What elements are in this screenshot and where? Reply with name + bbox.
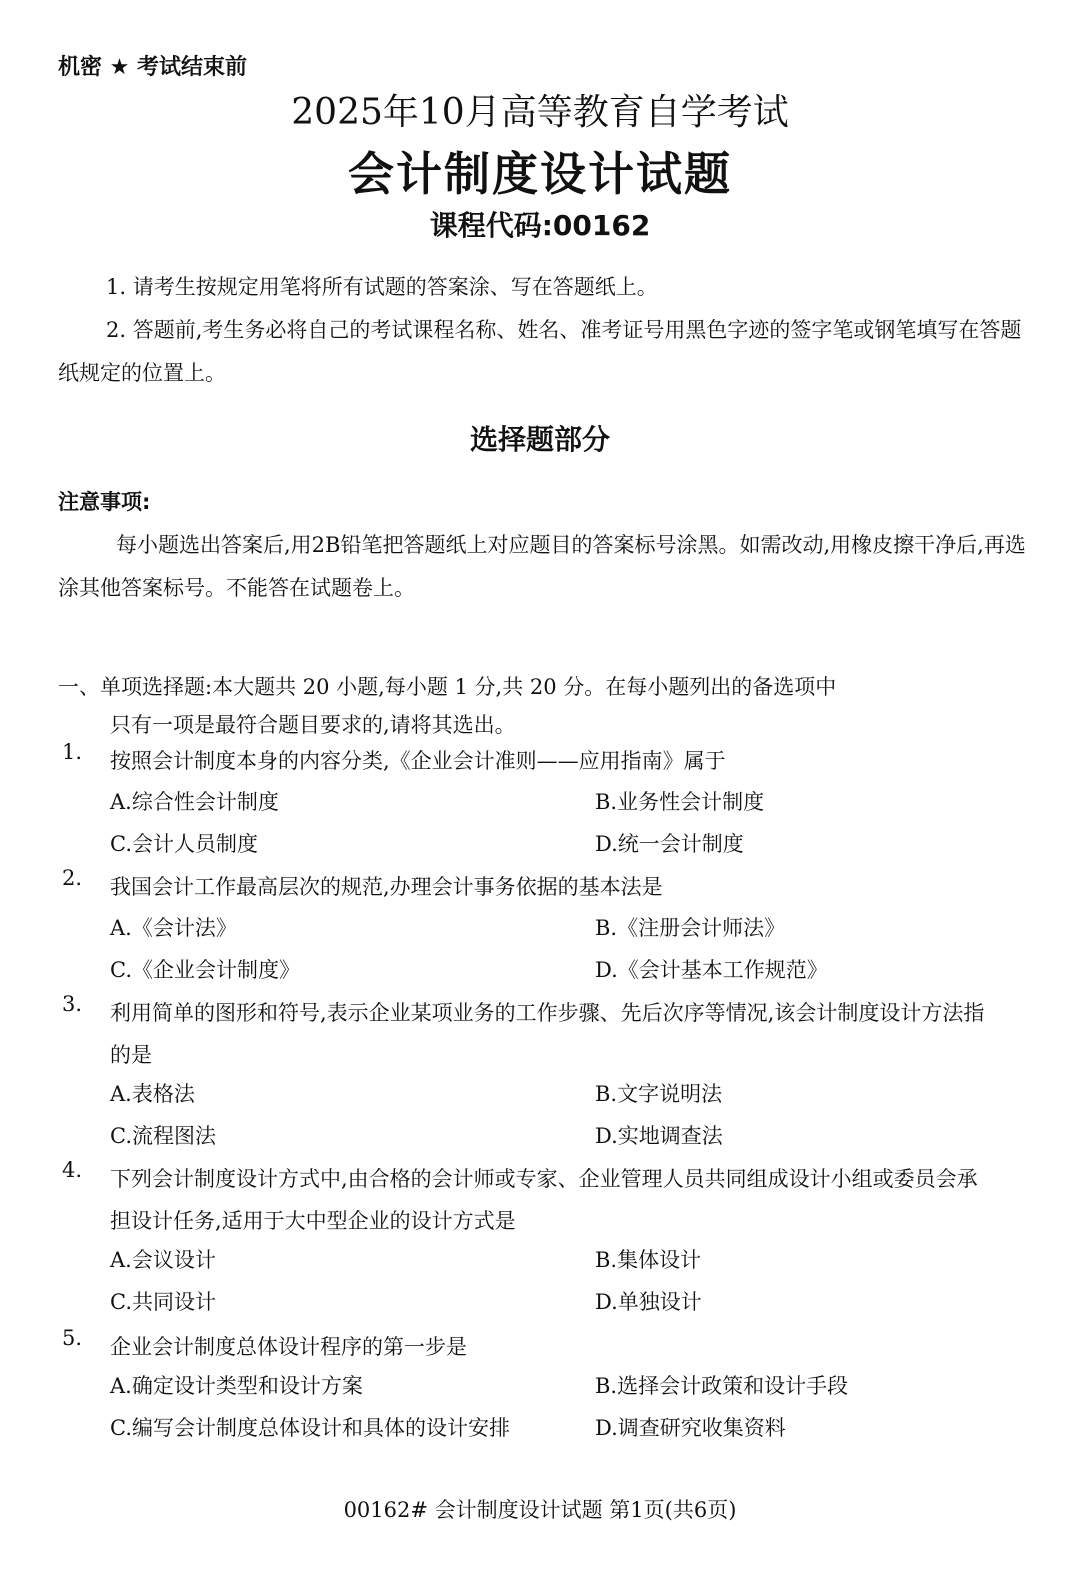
- question-stem: 企业会计制度总体设计程序的第一步是: [110, 1335, 467, 1359]
- part-one-heading-line2: 只有一项是最符合题目要求的,请将其选出。: [110, 713, 516, 737]
- option-c: C.流程图法: [110, 1124, 216, 1148]
- option-d: D.实地调查法: [595, 1124, 723, 1148]
- option-b: B.业务性会计制度: [595, 790, 765, 814]
- option-a: A.《会计法》: [110, 916, 237, 940]
- option-d: D.统一会计制度: [595, 832, 744, 856]
- option-a: A.表格法: [110, 1082, 195, 1106]
- option-c: C.《企业会计制度》: [110, 958, 300, 982]
- option-a: A.确定设计类型和设计方案: [110, 1374, 363, 1398]
- option-b: B.选择会计政策和设计手段: [595, 1374, 849, 1398]
- notes-text: 每小题选出答案后,用2B铅笔把答题纸上对应题目的答案标号涂黑。如需改动,用橡皮擦干净后,再选涂其他答案标号。不能答在试题卷上。: [58, 533, 1026, 600]
- question-number: 2.: [62, 866, 83, 890]
- question-stem: 按照会计制度本身的内容分类,《企业会计准则——应用指南》属于: [110, 749, 726, 773]
- question-stem: 利用简单的图形和符号,表示企业某项业务的工作步骤、先后次序等情况,该会计制度设计方法指的是: [110, 1001, 985, 1067]
- exam-title: 2025年10月高等教育自学考试: [291, 92, 789, 133]
- option-a: A.会议设计: [110, 1248, 216, 1272]
- option-b: B.《注册会计师法》: [595, 916, 786, 940]
- course-code: 课程代码:00162: [429, 209, 651, 242]
- question-number: 3.: [62, 992, 83, 1016]
- part-one-heading: [58, 668, 988, 744]
- paper-title: 会计制度设计试题: [348, 147, 732, 201]
- confidential-label: 机密 ★ 考试结束前: [58, 55, 248, 80]
- option-c: C.共同设计: [110, 1290, 216, 1314]
- section-title: 选择题部分: [469, 423, 610, 456]
- page-footer: 00162# 会计制度设计试题 第1页(共6页): [343, 1498, 737, 1522]
- option-d: D.《会计基本工作规范》: [595, 958, 828, 982]
- option-d: D.调查研究收集资料: [595, 1416, 786, 1440]
- question-number: 5.: [62, 1326, 83, 1350]
- option-b: B.集体设计: [595, 1248, 702, 1272]
- instruction-2: 2. 答题前,考生务必将自己的考试课程名称、姓名、准考证号用黑色字迹的签字笔或钢笔填写在答题纸规定的位置上。: [58, 318, 1022, 385]
- question-stem: 我国会计工作最高层次的规范,办理会计事务依据的基本法是: [110, 875, 663, 899]
- instruction-1: 1. 请考生按规定用笔将所有试题的答案涂、写在答题纸上。: [106, 275, 658, 299]
- option-c: C.编写会计制度总体设计和具体的设计安排: [110, 1416, 510, 1440]
- part-one-heading-line1: 一、单项选择题:本大题共 20 小题,每小题 1 分,共 20 分。在每小题列出的备选项中: [58, 675, 837, 699]
- option-b: B.文字说明法: [595, 1082, 723, 1106]
- option-d: D.单独设计: [595, 1290, 702, 1314]
- option-c: C.会计人员制度: [110, 832, 258, 856]
- question-stem: 下列会计制度设计方式中,由合格的会计师或专家、企业管理人员共同组成设计小组或委员会承担设计任务,适用于大中型企业的设计方式是: [110, 1167, 978, 1233]
- question-number: 1.: [62, 740, 83, 764]
- option-a: A.综合性会计制度: [110, 790, 279, 814]
- question-number: 4.: [62, 1158, 83, 1182]
- notes-label: 注意事项:: [58, 490, 151, 514]
- instructions: [58, 266, 1033, 395]
